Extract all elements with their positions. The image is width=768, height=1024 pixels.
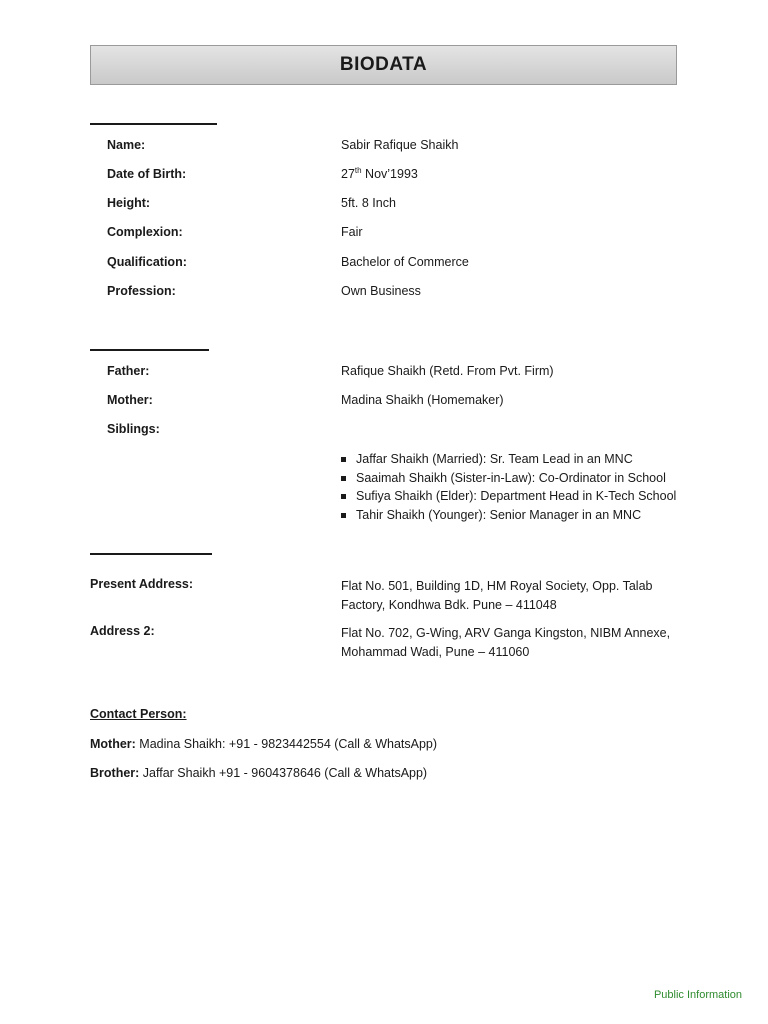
height-value: 5ft. 8 Inch: [341, 196, 396, 210]
list-item: Saaimah Shaikh (Sister-in-Law): Co-Ordinator in School: [340, 469, 676, 488]
row-mother: [107, 393, 687, 413]
mother-value: Madina Shaikh (Homemaker): [341, 393, 504, 407]
present-address-line1: Flat No. 501, Building 1D, HM Royal Society, Opp. Talab: [341, 579, 653, 593]
siblings-list: [340, 450, 676, 525]
address-2-line2: Mohammad Wadi, Pune – 411060: [341, 645, 530, 659]
row-complexion: [107, 225, 687, 245]
profession-label: Profession:: [107, 284, 176, 298]
name-value: Sabir Rafique Shaikh: [341, 138, 459, 152]
row-siblings: [107, 422, 687, 442]
complexion-label: Complexion:: [107, 225, 183, 239]
height-label: Height:: [107, 196, 151, 210]
father-value: Rafique Shaikh (Retd. From Pvt. Firm): [341, 364, 554, 378]
section-rule-address: [90, 553, 212, 555]
dob-day: 27: [341, 167, 355, 181]
mother-label: Mother:: [107, 393, 153, 407]
row-dob: [107, 167, 687, 187]
qualification-value: Bachelor of Commerce: [341, 255, 469, 269]
name-label: Name:: [107, 138, 146, 152]
contact-mother: [90, 737, 437, 751]
contact-brother: [90, 766, 427, 780]
row-height: [107, 196, 687, 216]
list-item: Sufiya Shaikh (Elder): Department Head in K-Tech School: [340, 487, 676, 506]
contact-heading: Contact Person:: [90, 707, 187, 721]
father-label: Father:: [107, 364, 150, 378]
address-2-label: Address 2:: [90, 624, 155, 638]
contact-mother-label: Mother:: [90, 737, 136, 751]
dob-value: [341, 167, 418, 181]
footer-classification: Public Information: [653, 989, 742, 1001]
row-profession: [107, 284, 687, 304]
row-name: [107, 138, 687, 158]
section-rule-family: [90, 349, 209, 351]
present-address-value: [341, 577, 681, 615]
complexion-value: Fair: [341, 225, 363, 239]
list-item: Tahir Shaikh (Younger): Senior Manager in an MNC: [340, 506, 676, 525]
address-2-value: [341, 624, 681, 662]
address-2-line1: Flat No. 702, G-Wing, ARV Ganga Kingston, NIBM Annexe,: [341, 626, 671, 640]
profession-value: Own Business: [341, 284, 421, 298]
contact-mother-value: Madina Shaikh: +91 - 9823442554 (Call & WhatsApp): [135, 737, 438, 751]
page-title: BIODATA: [90, 45, 677, 85]
present-address-label: Present Address:: [90, 577, 194, 591]
dob-rest: Nov’1993: [361, 167, 418, 181]
row-qualification: [107, 255, 687, 275]
section-rule-personal: [90, 123, 217, 125]
dob-label: Date of Birth:: [107, 167, 187, 181]
contact-brother-label: Brother:: [90, 766, 140, 780]
contact-brother-value: Jaffar Shaikh +91 - 9604378646 (Call & WhatsApp): [139, 766, 428, 780]
list-item: Jaffar Shaikh (Married): Sr. Team Lead in an MNC: [340, 450, 676, 469]
siblings-label: Siblings:: [107, 422, 160, 436]
row-father: [107, 364, 687, 384]
qualification-label: Qualification:: [107, 255, 187, 269]
present-address-line2: Factory, Kondhwa Bdk. Pune – 411048: [341, 598, 557, 612]
dob-suffix: th: [354, 165, 362, 175]
